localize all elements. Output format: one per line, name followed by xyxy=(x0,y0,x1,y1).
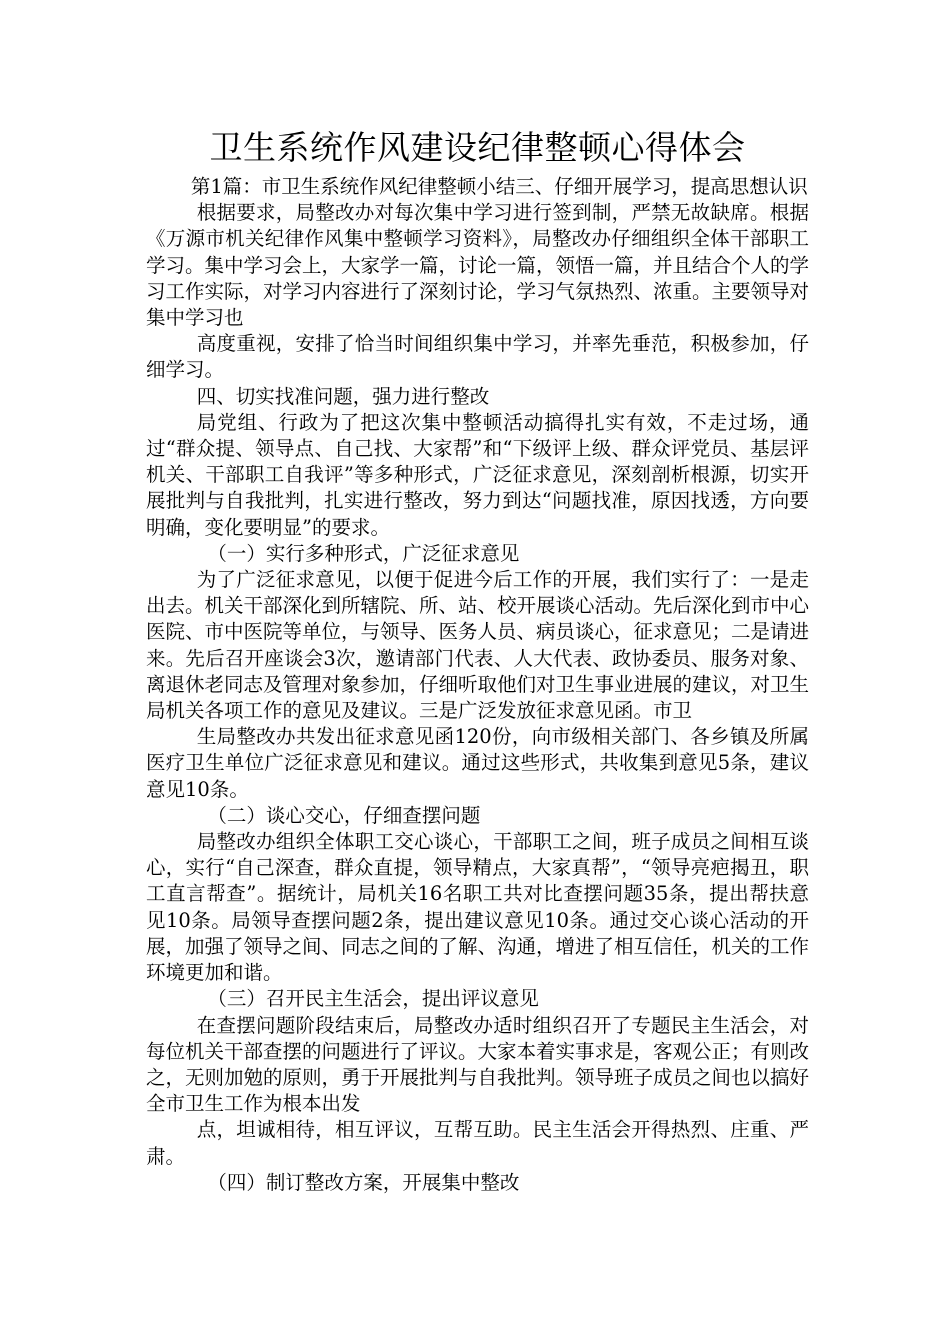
body-paragraph-mutual-review: 点，坦诚相待，相互评议，互帮互助。民主生活会开得热烈、庄重、严肃。 xyxy=(146,1118,809,1168)
subheading-two: （二）谈心交心，仔细查摆问题 xyxy=(207,803,481,827)
body-paragraph-heart-to-heart: 局整改办组织全体职工交心谈心，干部职工之间，班子成员之间相互谈心，实行“自己深查，群众直提，领导精点，大家真帮”，“领导亮疤揭丑，职工直言帮查”。据统计，局机关16名职工共对比查摆问题35条，提出帮扶意见10条。局领导查摆问题2条，提出建议意见10条。通过交心谈心活动的开展，加强了领导之间、同志之间的了解、沟通，增进了相互信任，机关的工作环境更加和谐。 xyxy=(146,830,810,985)
subheading-three: （三）召开民主生活会，提出评议意见 xyxy=(207,987,539,1011)
section-heading-four: 四、切实找准问题，强力进行整改 xyxy=(196,384,490,408)
section-heading-article-1: 第1篇：市卫生系统作风纪律整顿小结三、仔细开展学习，提高思想认识 xyxy=(190,175,808,198)
body-paragraph-study-signin: 根据要求，局整改办对每次集中学习进行签到制，严禁无故缺席。根据《万源市机关纪律作风集中整顿学习资料》，局整改办仔细组织全体干部职工学习。集中学习会上，大家学一篇，讨论一篇，领悟一篇，并且结合个人的学习工作实际，对学习内容进行了深刻讨论，学习气氛热烈、浓重。主要领导对集中学习也 xyxy=(146,201,810,330)
document-title: 卫生系统作风建设纪律整顿心得体会 xyxy=(209,128,746,167)
body-paragraph-solicit-opinions: 为了广泛征求意见，以便于促进今后工作的开展，我们实行了：一是走出去。机关干部深化到所辖院、所、站、校开展谈心活动。先后深化到市中心医院、市中医院等单位，与领导、医务人员、病员谈心，征求意见；二是请进来。先后召开座谈会3次，邀请部门代表、人大代表、政协委员、服务对象、离退休老同志及管理对象参加，仔细听取他们对卫生事业进展的建议，对卫生局机关各项工作的意见及建议。三是广泛发放征求意见函。市卫 xyxy=(146,568,810,723)
document-page xyxy=(146,124,809,1196)
body-paragraph-rectification: 局党组、行政为了把这次集中整顿活动搞得扎实有效，不走过场，通过“群众提、领导点、自己找、大家帮”和“下级评上级、群众评党员、基层评机关、干部职工自我评”等多种形式，广泛征求意见，深刻剖析根源，切实开展批判与自我批判，扎实进行整改，努力到达“问题找准，原因找透，方向要明确，变化要明显”的要求。 xyxy=(146,410,809,539)
subheading-four: （四）制订整改方案，开展集中整改 xyxy=(207,1170,520,1194)
body-paragraph-leadership-attention: 高度重视，安排了恰当时间组织集中学习，并率先垂范，积极参加，仔细学习。 xyxy=(146,332,809,382)
subheading-one: （一）实行多种形式，广泛征求意见 xyxy=(207,541,520,565)
body-paragraph-opinion-letters: 生局整改办共发出征求意见函120份，向市级相关部门、各乡镇及所属医疗卫生单位广泛征求意见和建议。通过这些形式，共收集到意见5条，建议意见10条。 xyxy=(146,725,809,801)
body-paragraph-democratic-meeting: 在查摆问题阶段结束后，局整改办适时组织召开了专题民主生活会，对每位机关干部查摆的问题进行了评议。大家本着实事求是，客观公正；有则改之，无则加勉的原则，勇于开展批判与自我批判。领导班子成员之间也以搞好全市卫生工作为根本出发 xyxy=(146,1013,810,1116)
